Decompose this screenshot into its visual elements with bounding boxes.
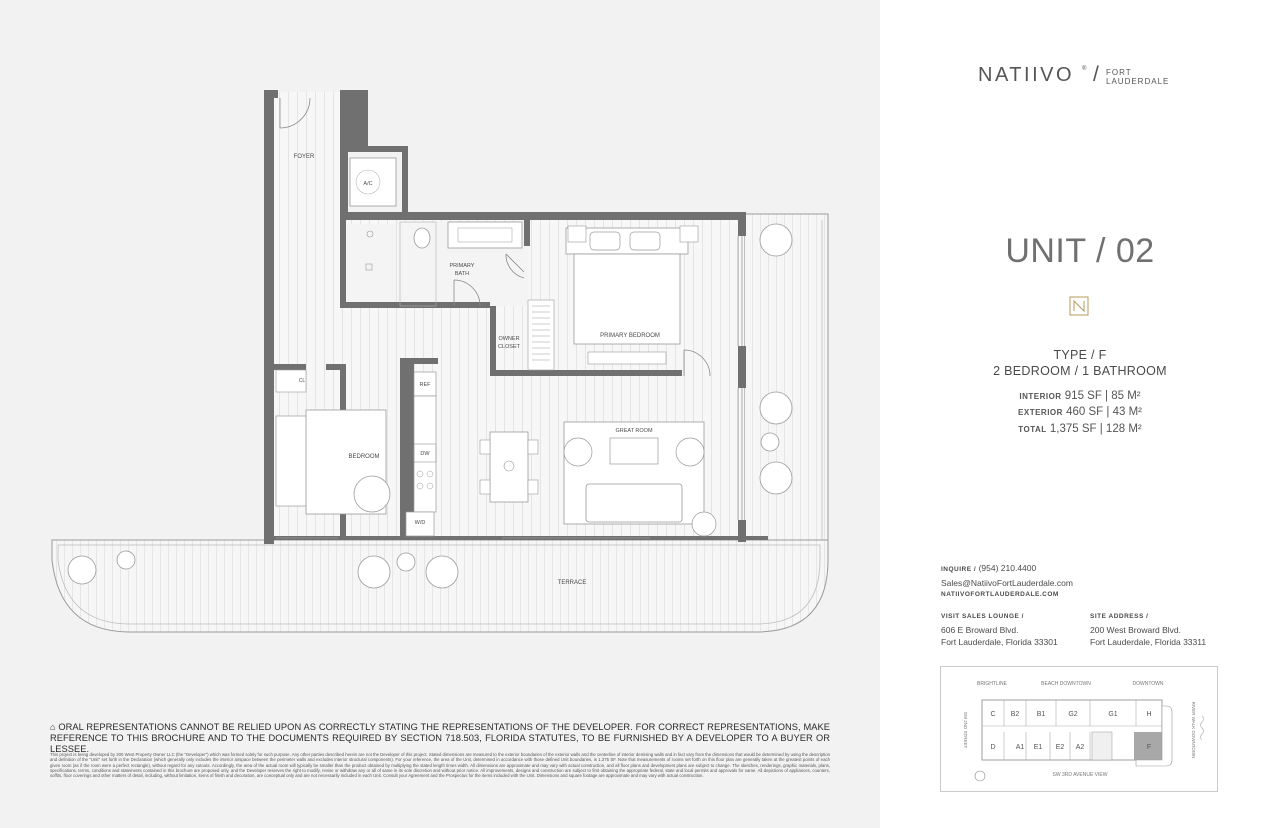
side-terrace (744, 214, 828, 540)
website-link[interactable]: NATIIVOFORTLAUDERDALE.COM (941, 591, 1059, 598)
key-plan (940, 666, 1218, 792)
disclaimer-main-text: ORAL REPRESENTATIONS CANNOT BE RELIED UPON AS CORRECTLY STATING THE REPRESENTATIONS OF THE DEVELOPER. FOR CORRECT REPRESENTATIONS, MAKE REFERENCE TO THIS BROCHURE AND TO THE DOCUMENTS REQUIRED BY SECTION 718.503, FLORIDA STATUTES, TO BE FURNISHED BY A DEVELOPER TO A BUYER OR LESSEE. (50, 722, 830, 754)
keyplan-unit-c: C (990, 711, 996, 718)
logo-name: NATIIVO (978, 64, 1075, 86)
closet-label: CL (298, 378, 306, 384)
keyplan-unit-h: H (1146, 711, 1152, 718)
owner-closet-label-2: CLOSET (497, 344, 521, 350)
compass-icon (975, 771, 985, 781)
keyplan-bottom-label: SW 3RD AVENUE VIEW (1052, 772, 1108, 778)
wd-label: W/D (414, 520, 426, 526)
n-monogram-icon (1069, 296, 1089, 316)
equal-housing-icon: ⌂ (50, 722, 56, 732)
unit-layout: 2 BEDROOM / 1 BATHROOM (993, 364, 1167, 378)
owner-closet-label-1: OWNER (498, 336, 520, 342)
keyplan-unit-a1: A1 (1015, 744, 1025, 751)
primary-bath-label-1: PRIMARY (449, 263, 475, 269)
exterior-area: EXTERIOR 460 SF | 43 M² (1018, 406, 1142, 418)
keyplan-unit-f: F (1146, 744, 1152, 751)
unit-title: UNIT / 02 (1005, 232, 1155, 270)
bedroom-label: BEDROOM (348, 454, 380, 460)
great-room-label: GREAT ROOM (615, 428, 653, 434)
interior-area: INTERIOR 915 SF | 85 M² (1019, 390, 1141, 402)
ref-label: REF (419, 382, 431, 388)
keyplan-top-label-1: BRIGHTLINE (976, 681, 1008, 687)
keyplan-unit-g2: G2 (1068, 711, 1078, 718)
phone[interactable]: (954) 210.4400 (978, 563, 1037, 573)
inquire-block: INQUIRE / (954) 210.4400 Sales@NatiivoFortLauderdale.com NATIIVOFORTLAUDERDALE.COM (941, 562, 1073, 602)
disclaimer-fine-print: This project is being developed by 200 West Property Owner LLC (the "Developer") which was formed solely for such purpose. Any other parties described herein are not the Developer of this project. Stated dimensions are measured to the exterior boundaries of the exterior walls and the centerline of interior demising walls and in fact vary from the dimensions that would be determined by using the description and definition of the "Unit" set forth in the Declaration (which generally only includes the interior airspace between the perimeter walls and excludes interior structural components). For your reference, the area of the Unit, determined in accordance with those defined Unit boundaries, is 1,375 SF. Note that measurements of rooms set forth on this floor plan are generally taken at the greatest points of each given room (as if the room were a perfect rectangle), without regard for any cutouts. Accordingly, the area of the actual room will typically be smaller than the product obtained by multiplying the stated length times width. All dimensions are approximate and may vary with actual construction, and all floor plans and development plans are subject to change. The sketches, renderings, graphic materials, plans, specifications, terms, conditions and statements contained in this brochure are proposed only, and the Developer reserves the right to modify, revise or withdraw any or all of same in its sole discretion and without prior notice. All improvements, designs and construction are subject to first obtaining the appropriate federal, state and local permits and approvals for same. All depictions of appliances, counters, soffits, floor coverings and other matters of detail, including, without limitation, items of finish and decoration, are conceptual only and are not necessarily included in each Unit. Consult your Agreement and the Prospectus for the items included with the Unit. Dimensions and square footage are approximate and may vary with actual construction. (50, 752, 830, 779)
logo-registered: ® (1082, 66, 1087, 72)
keyplan-unit-a2: A2 (1075, 744, 1085, 751)
keyplan-unit-d: D (990, 744, 996, 751)
keyplan-unit-g1: G1 (1108, 711, 1118, 718)
keyplan-unit-e1: E1 (1033, 744, 1043, 751)
keyplan-left-label: SW 2ND STREET (963, 711, 968, 749)
ac-label: A/C (363, 181, 373, 187)
logo-location: FORT LAUDERDALE (1106, 68, 1170, 86)
sales-lounge-block: VISIT SALES LOUNGE / 606 E Broward Blvd. Fort Lauderdale, Florida 33301 (941, 613, 1058, 647)
logo-separator: / (1093, 63, 1099, 86)
site-address-block: SITE ADDRESS / 200 West Broward Blvd. Fort Lauderdale, Florida 33311 (1090, 613, 1207, 647)
keyplan-unit-b1: B1 (1036, 711, 1046, 718)
email-link[interactable]: Sales@NatiivoFortLauderdale.com (941, 577, 1073, 588)
keyplan-unit-b2: B2 (1010, 711, 1020, 718)
total-area: TOTAL 1,375 SF | 128 M² (1018, 423, 1142, 435)
primary-bath-label-2: BATH (454, 271, 470, 277)
dw-label: DW (420, 451, 430, 457)
keyplan-top-label-2: BEACH DOWNTOWN (1041, 681, 1091, 687)
keyplan-right-label: RIVER WALK DOWNTOWN (1191, 701, 1196, 759)
terrace-label: TERRACE (557, 580, 587, 586)
keyplan-unit-e2: E2 (1055, 744, 1065, 751)
info-panel (880, 0, 1280, 828)
disclaimer-main (50, 722, 830, 755)
unit-type: TYPE / F (1053, 348, 1107, 362)
keyplan-top-label-3: DOWNTOWN (1132, 681, 1164, 687)
foyer-label: FOYER (293, 154, 315, 160)
primary-bedroom-label: PRIMARY BEDROOM (600, 333, 660, 339)
